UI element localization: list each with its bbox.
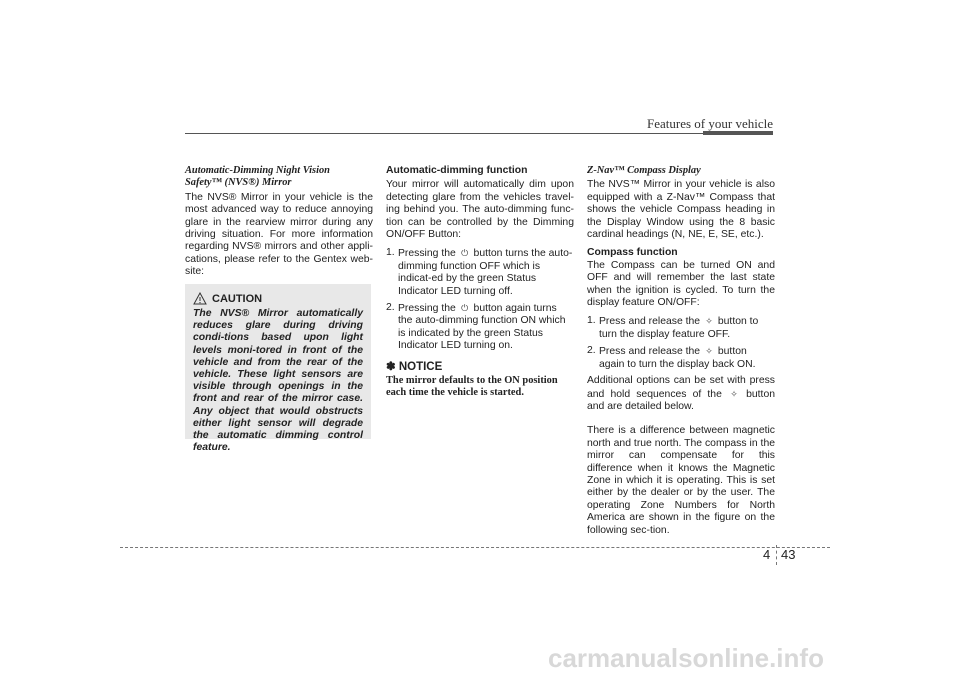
list-item	[587, 345, 775, 371]
compass-icon: ✧	[705, 316, 713, 327]
caution-title: CAUTION	[212, 292, 263, 305]
list-item-text	[398, 302, 574, 353]
caution-body: The NVS® Mirror automatically reduces glare during driving condi-tions based upon light levels moni-tored in front of the vehicle and from the rear of the vehicle. These light sensors are visible through openings in the front and rear of the mirror case. Any object that would obstructs either light sensor will degrade the automatic dimming control feature.	[193, 308, 363, 454]
compass-steps-list	[587, 315, 775, 371]
power-icon: ⏻	[461, 248, 469, 259]
list-item-number: 1.	[386, 247, 395, 259]
caution-header	[193, 292, 363, 305]
watermark: carmanualsonline.info	[548, 643, 824, 673]
list-item	[386, 247, 574, 298]
header-tab	[703, 131, 773, 135]
list-item-number: 2.	[386, 302, 395, 314]
magnetic-north-paragraph: There is a difference between magnetic north and true north. The compass in the mirror can compensate for this difference when it knows the Magnetic Zone in which it is operating. This is set either by the dealer or by the user. The operating Zone Numbers for North America are shown in the figure on the following sec-tion.	[587, 425, 775, 536]
chapter-number: 4	[763, 547, 771, 562]
warning-triangle-icon	[193, 292, 207, 305]
list-item-pre: Press and release the	[599, 346, 701, 358]
auto-dimming-paragraph: Your mirror will automatically dim upon detecting glare from the vehicles travel-ing behind you. The auto-dimming func-tion can be controlled by the Dimming ON/OFF Button:	[386, 179, 574, 241]
list-item-post: button to turn the display feature OFF.	[599, 316, 759, 340]
compass-function-paragraph: The Compass can be turned ON and OFF and will remember the last state when the ignition is cycled. To turn the display feature ON/OFF:	[587, 259, 775, 309]
column-3	[587, 165, 775, 543]
header-title: Features of your vehicle	[647, 116, 773, 131]
dimming-steps-list	[386, 247, 574, 352]
notice-body: The mirror defaults to the ON position each time the vehicle is started.	[386, 375, 558, 399]
nvs-intro-paragraph: The NVS® Mirror in your vehicle is the most advanced way to reduce annoying glare in the rearview mirror during any driving situation. For more information regarding NVS® mirrors and other appli-cations, please refer to the Gentex web-site:	[185, 191, 373, 278]
page-separator	[776, 545, 777, 565]
compass-icon: ✧	[730, 388, 738, 399]
page-number: 43	[781, 547, 796, 562]
footer-rule	[120, 547, 830, 548]
list-item-text	[599, 315, 775, 341]
header-rule	[185, 133, 773, 134]
additional-options-pre: Additional options can be set with press and hold sequences of the	[587, 375, 775, 400]
compass-icon: ✧	[705, 346, 713, 357]
list-item-number: 2.	[587, 345, 596, 357]
list-item	[587, 315, 775, 341]
auto-dimming-heading: Automatic-dimming function	[386, 165, 528, 176]
nvs-heading-line1: Automatic-Dimming Night Vision	[185, 165, 330, 176]
column-2	[386, 165, 574, 399]
list-item-pre: Press and release the	[599, 316, 701, 328]
list-item-text	[398, 247, 574, 298]
notice-title: ✽ NOTICE	[386, 360, 443, 373]
compass-function-heading: Compass function	[587, 247, 678, 259]
list-item	[386, 302, 574, 353]
compass-display-paragraph: The NVS™ Mirror in your vehicle is also equipped with a Z-Nav™ Compass that shows the vehicle Compass heading in the Display Window using the 8 basic cardinal headings (N, NE, E, SE, etc.).	[587, 179, 775, 241]
compass-display-heading: Z-Nav™ Compass Display	[587, 165, 701, 176]
list-item-pre: Pressing the	[398, 303, 456, 315]
list-item-post: button turns the auto-dimming function OFF which is indicat-ed by the green Status Indicator LED turning off.	[398, 248, 573, 297]
list-item-pre: Pressing the	[398, 248, 456, 260]
column-1	[185, 165, 373, 303]
list-item-text	[599, 345, 775, 371]
list-item-number: 1.	[587, 315, 596, 327]
additional-options-paragraph	[587, 375, 775, 413]
additional-options-post: button and are detailed below.	[587, 388, 775, 412]
list-item-post: button again to turn the display back ON.	[599, 346, 756, 370]
list-item-post: button again turns the auto-dimming function ON which is indicated by the green Status Indicator LED turning on.	[398, 303, 566, 352]
nvs-heading-line2: Safety™ (NVS®) Mirror	[185, 177, 292, 189]
caution-box	[185, 284, 371, 454]
power-icon: ⏻	[461, 303, 469, 314]
